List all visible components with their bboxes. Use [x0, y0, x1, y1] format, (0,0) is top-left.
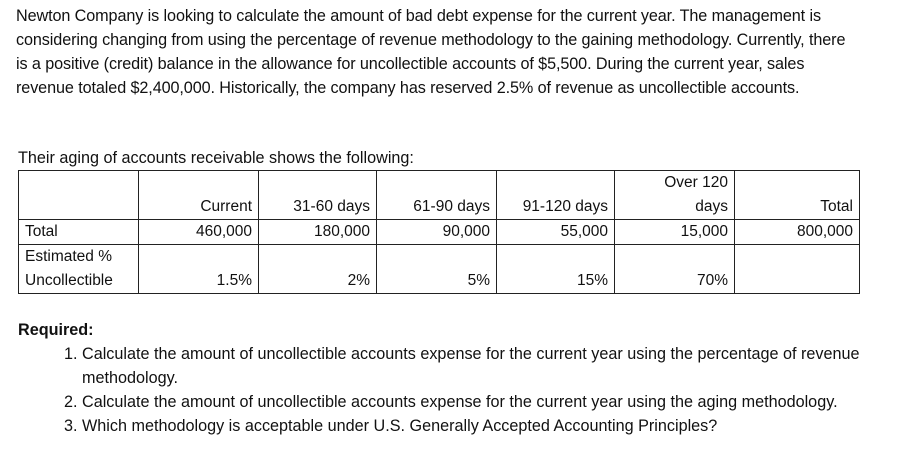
question-1: 1. Calculate the amount of uncollectible accounts expense for the current year using the percentage of revenue methodology.	[82, 342, 882, 390]
problem-intro: Newton Company is looking to calculate the amount of bad debt expense for the current year. The management is considering changing from using the percentage of revenue methodology to the gaining methodology. Currently, there is a positive (credit) balance in the allowance for uncollectible accounts of $5,500. During the current year, sales revenue totaled $2,400,000. Historically, the company has reserved 2.5% of revenue as uncollectible accounts.	[16, 7, 846, 97]
total-61-90: 90,000	[377, 220, 497, 245]
header-total-label: Total	[820, 198, 853, 215]
total-31-60: 180,000	[259, 220, 377, 245]
header-cell-over-120	[615, 171, 735, 220]
row-label-line2: Uncollectible	[25, 272, 113, 289]
pct-91-120: 15%	[497, 245, 615, 294]
question-3: 3. Which methodology is acceptable under U.S. Generally Accepted Accounting Principles?	[82, 414, 882, 438]
row-label-estimated-pct	[19, 245, 139, 294]
pct-total	[735, 245, 860, 294]
total-over-120: 15,000	[615, 220, 735, 245]
required-heading: Required:	[18, 321, 94, 339]
total-total: 800,000	[735, 220, 860, 245]
header-cell-31-60	[259, 171, 377, 220]
row-label-total: Total	[19, 220, 139, 245]
table-row-estimated-pct	[19, 245, 860, 294]
total-91-120: 55,000	[497, 220, 615, 245]
total-current: 460,000	[139, 220, 259, 245]
pct-over-120: 70%	[615, 245, 735, 294]
header-31-60-label: 31-60 days	[293, 198, 370, 215]
header-current-label: Current	[200, 198, 252, 215]
header-over-120-line1: Over 120	[664, 174, 728, 191]
header-cell-61-90	[377, 171, 497, 220]
header-over-120-line2: days	[695, 198, 728, 215]
questions-list	[50, 342, 882, 438]
pct-61-90: 5%	[377, 245, 497, 294]
pct-current: 1.5%	[139, 245, 259, 294]
header-cell-total	[735, 171, 860, 220]
aging-heading: Their aging of accounts receivable shows the following:	[18, 149, 414, 167]
row-label-line1: Estimated %	[25, 248, 113, 265]
header-cell-blank	[19, 171, 139, 220]
header-91-120-label: 91-120 days	[522, 198, 608, 215]
header-cell-91-120	[497, 171, 615, 220]
header-cell-current	[139, 171, 259, 220]
table-row-total	[19, 220, 860, 245]
aging-table	[18, 170, 860, 294]
aging-header-row	[19, 171, 860, 220]
question-2: 2. Calculate the amount of uncollectible accounts expense for the current year using the aging methodology.	[82, 390, 882, 414]
header-61-90-label: 61-90 days	[413, 198, 490, 215]
pct-31-60: 2%	[259, 245, 377, 294]
